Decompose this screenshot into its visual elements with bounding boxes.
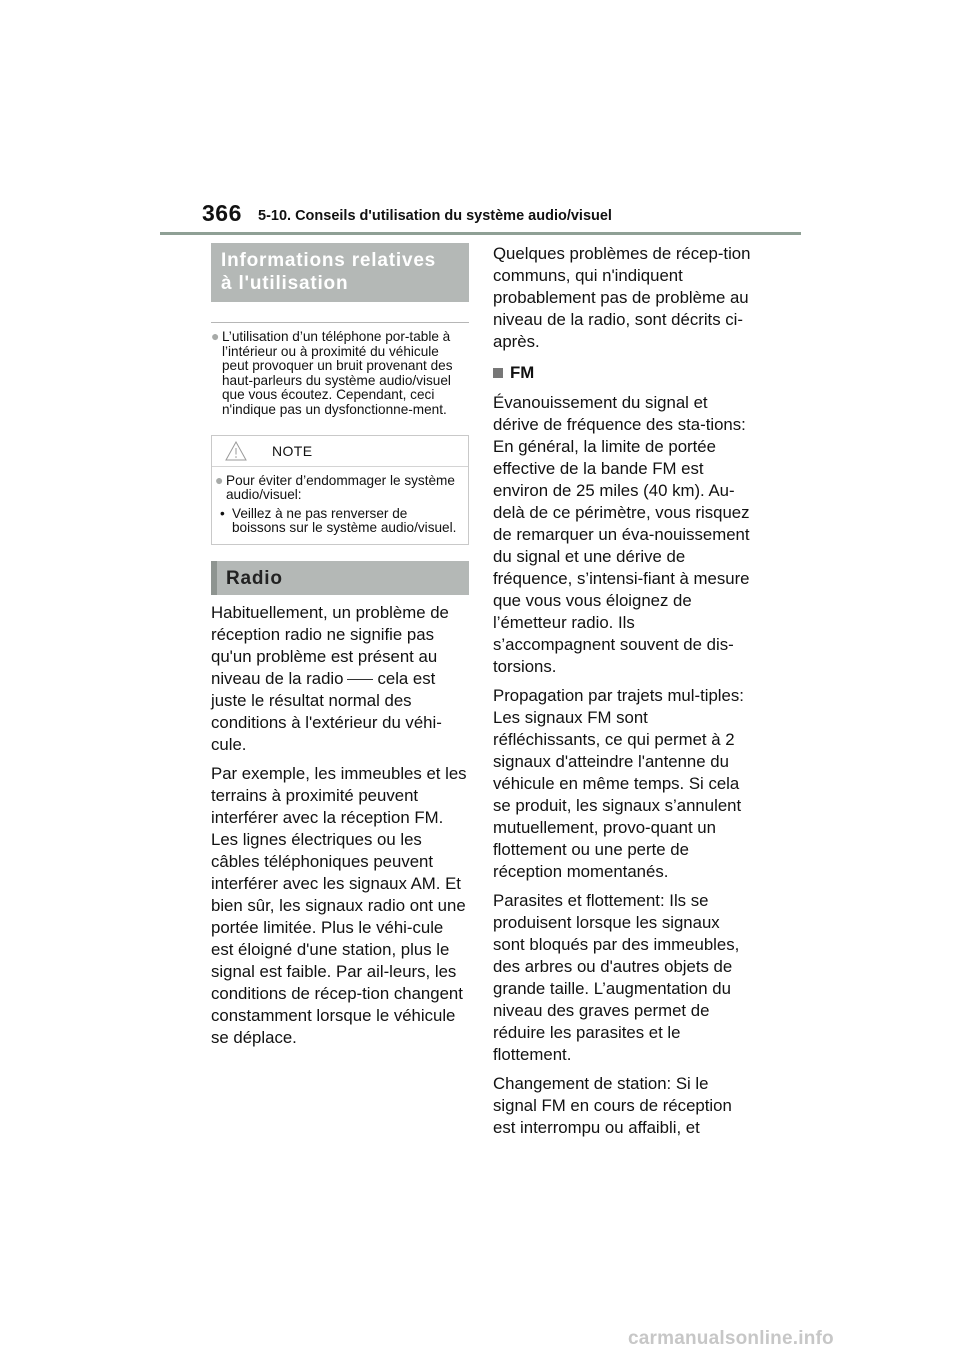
section-heading-line: Informations relatives [221, 250, 437, 271]
section-heading-usage-info [211, 243, 469, 302]
page-number: 366 [202, 200, 242, 226]
bullet-icon: ● [211, 328, 220, 344]
notice-header [212, 436, 468, 467]
info-bullet-text: L’utilisation d’un téléphone por-table à l’intérieur ou à proximité du véhicule peut provoquer un bruit provenant des haut-parleurs du système audio/visuel que vous écoutez. Cependant, ceci n'indique pas un dysfonctionne-ment. [222, 329, 453, 417]
notice-bullet-text: Pour éviter d’endommager le système audio/visuel: [226, 472, 455, 503]
info-bullet [211, 330, 469, 418]
radio-paragraph [211, 602, 469, 756]
intro-paragraph: Quelques problèmes de récep-tion communs, qui n'indiquent probablement pas de problème au niveau de la radio, sont décrits ci-après. [493, 244, 751, 351]
chapter-title: 5-10. Conseils d'utilisation du système audio/visuel [258, 208, 612, 224]
right-column [493, 243, 755, 1139]
square-bullet-icon [493, 368, 503, 378]
sub-bullet-mark: • [220, 505, 225, 521]
header-divider [160, 232, 801, 235]
fm-paragraph: Changement de station: Si le signal FM en cours de réception est interrompu ou affaibli, et [493, 1074, 732, 1137]
radio-paragraph-text: cela est juste le résultat normal des conditions à l'extérieur du véhi-cule. [211, 668, 442, 754]
left-column [211, 243, 469, 1049]
fm-heading-text: FM [510, 363, 535, 382]
warning-triangle-icon [225, 441, 247, 461]
bullet-icon: ● [215, 471, 224, 488]
fm-heading [493, 363, 755, 383]
section-heading-line: à l'utilisation [221, 273, 349, 294]
radio-paragraph: Par exemple, les immeubles et les terrains à proximité peuvent interférer avec la réception FM. Les lignes électriques ou les câbles téléphoniques peuvent interférer avec les signaux AM. Et bien sûr, les signaux radio ont une portée limitée. Plus le véhi-cule est éloigné d'une station, plus le signal est faible. Par ail-leurs, les conditions de récep-tion changent constamment lorsque le véhicule se déplace. [211, 763, 467, 1047]
notice-sub-item [220, 507, 460, 536]
notice-title: NOTE [272, 442, 313, 459]
fm-paragraph: Évanouissement du signal et dérive de fréquence des sta-tions: En général, la limite de portée effective de la bande FM est environ de 25 miles (40 km). Au-delà de ce périmètre, vous risquez de remarquer un éva-nouissement du signal et une dérive de fréquence, s’intensi-fiant à mesure que vous vous éloignez de l’émetteur radio. Ils s’accompagnent souvent de dis-torsions. [493, 393, 750, 676]
section-heading-radio: Radio [211, 561, 469, 595]
site-watermark: carmanualsonline.info [628, 1328, 834, 1349]
fm-paragraph: Parasites et flottement: Ils se produisent lorsque les signaux sont bloqués par des immeubles, des arbres ou d'autres objets de grande taille. L’augmentation du niveau des graves permet de réduire les parasites et le flottement. [493, 891, 740, 1064]
notice-sub-item-text: Veillez à ne pas renverser de boissons sur le système audio/visuel. [232, 505, 457, 536]
notice-box [211, 435, 469, 545]
radio-paragraph-text: Habituellement, un problème de réception radio ne signifie pas qu'un problème est présent au niveau de la radio [211, 602, 449, 688]
notice-bullet [215, 471, 460, 503]
fm-paragraph: Propagation par trajets mul-tiples: Les signaux FM sont réfléchissants, ce qui permet à 2 signaux d'atteindre l'antenne du véhicule en même temps. Si cela se produit, les signaux s’annulent mutuellement, provo-quant un flottement ou une perte de réception momentanés. [493, 686, 744, 881]
em-dash-rule [347, 679, 373, 680]
divider [211, 322, 469, 323]
